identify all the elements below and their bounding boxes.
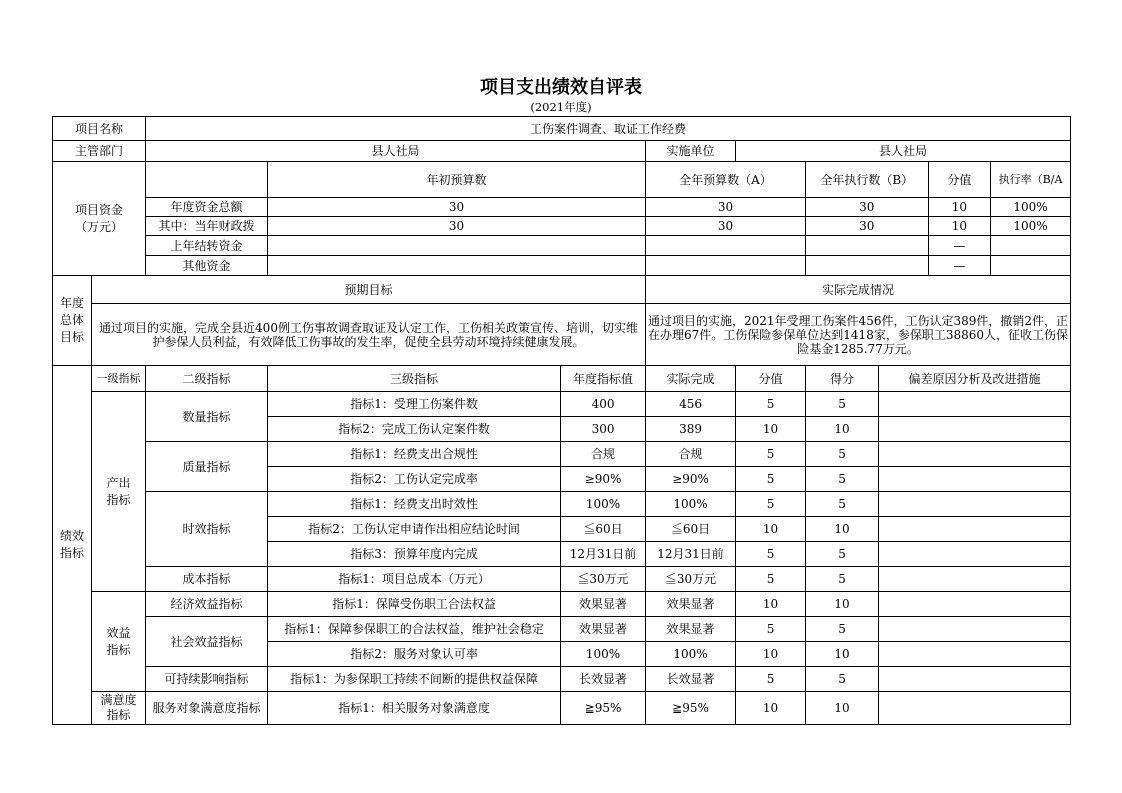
- performance-table: [52, 116, 1071, 725]
- performance-label: 绩效指标: [53, 366, 92, 725]
- goals-expected-text: 通过项目的实施，完成全县近400例工伤事故调查取证及认定工作，工伤相关政策宣传、培训，切实维护参保人员利益，有效降低工伤事故的发生率，促使全县劳动环境持续健康发展。: [92, 304, 646, 366]
- perf-header-level1: 一级指标: [92, 366, 146, 392]
- funds-row-annual: 30: [646, 198, 806, 217]
- funds-row-annual: 30: [646, 217, 806, 236]
- weight-cell: 5: [736, 542, 806, 567]
- weight-cell: 10: [736, 517, 806, 542]
- perf-header-level3: 三级指标: [268, 366, 561, 392]
- weight-cell: 5: [736, 667, 806, 692]
- goals-label: 年度总体目标: [53, 276, 92, 366]
- level2-timeliness: 时效指标: [146, 492, 268, 567]
- funds-row-label: 年度资金总额: [146, 198, 268, 217]
- score-cell: 5: [806, 617, 879, 642]
- weight-cell: 5: [736, 567, 806, 592]
- weight-cell: 10: [736, 417, 806, 442]
- target-cell: ≦30万元: [561, 567, 646, 592]
- target-cell: 300: [561, 417, 646, 442]
- funds-row-initial: 30: [268, 198, 646, 217]
- level2-quantity: 数量指标: [146, 392, 268, 442]
- actual-cell: ≥90%: [646, 467, 736, 492]
- analysis-cell: [879, 492, 1071, 517]
- level2-social: 社会效益指标: [146, 617, 268, 667]
- level2-economic: 经济效益指标: [146, 592, 268, 617]
- funds-row-label: 上年结转资金: [146, 236, 268, 256]
- analysis-cell: [879, 642, 1071, 667]
- indicator-cell: 指标1：经费支出合规性: [268, 442, 561, 467]
- funds-row-exec-group: [806, 236, 1071, 256]
- funds-row-weight: —: [928, 256, 990, 275]
- actual-cell: 长效显著: [646, 667, 736, 692]
- actual-cell: ≦30万元: [646, 567, 736, 592]
- target-cell: ≧95%: [561, 692, 646, 725]
- indicator-cell: 指标2：完成工伤认定案件数: [268, 417, 561, 442]
- level2-quality: 质量指标: [146, 442, 268, 492]
- actual-cell: 456: [646, 392, 736, 417]
- score-cell: 5: [806, 542, 879, 567]
- dept-label: 主管部门: [53, 141, 146, 162]
- perf-header-level2: 二级指标: [146, 366, 268, 392]
- weight-cell: 5: [736, 492, 806, 517]
- indicator-cell: 指标3：预算年度内完成: [268, 542, 561, 567]
- actual-cell: 389: [646, 417, 736, 442]
- level1-satisfaction: 满意度指标: [92, 692, 146, 725]
- target-cell: 100%: [561, 492, 646, 517]
- funds-row-exec: [806, 256, 928, 275]
- funds-header-exec-group: [806, 162, 1071, 198]
- goals-expected-header: 预期目标: [92, 276, 646, 304]
- score-cell: 5: [806, 467, 879, 492]
- score-cell: 10: [806, 692, 879, 725]
- indicator-cell: 指标1：保障参保职工的合法权益，维护社会稳定: [268, 617, 561, 642]
- perf-header-weight: 分值: [736, 366, 806, 392]
- analysis-cell: [879, 517, 1071, 542]
- page-title: 项目支出绩效自评表: [480, 77, 642, 98]
- actual-cell: ≧95%: [646, 692, 736, 725]
- score-cell: 5: [806, 492, 879, 517]
- funds-row-weight: —: [928, 236, 990, 255]
- actual-cell: 效果显著: [646, 617, 736, 642]
- analysis-cell: [879, 417, 1071, 442]
- funds-row-rate: [991, 256, 1071, 275]
- indicator-cell: 指标1：保障受伤职工合法权益: [268, 592, 561, 617]
- target-cell: 12月31日前: [561, 542, 646, 567]
- analysis-cell: [879, 442, 1071, 467]
- funds-header-weight: 分值: [928, 162, 990, 197]
- dept-value: 县人社局: [146, 141, 646, 162]
- funds-row-rate: 100%: [1013, 200, 1048, 214]
- target-cell: 100%: [561, 642, 646, 667]
- actual-cell: 效果显著: [646, 592, 736, 617]
- indicator-cell: 指标1：为参保职工持续不间断的提供权益保障: [268, 667, 561, 692]
- indicator-cell: 指标2：服务对象认可率: [268, 642, 561, 667]
- funds-row-exec-group: [806, 198, 1071, 217]
- funds-row-rate: 100%: [1013, 219, 1048, 233]
- funds-header-initial: 年初预算数: [268, 162, 646, 198]
- target-cell: 合规: [561, 442, 646, 467]
- score-cell: 5: [806, 442, 879, 467]
- weight-cell: 10: [736, 692, 806, 725]
- indicator-cell: 指标1：相关服务对象满意度: [268, 692, 561, 725]
- actual-cell: 12月31日前: [646, 542, 736, 567]
- funds-row-exec-group: [806, 217, 1071, 236]
- target-cell: ≦60日: [561, 517, 646, 542]
- indicator-cell: 指标1：经费支出时效性: [268, 492, 561, 517]
- level2-sustain: 可持续影响指标: [146, 667, 268, 692]
- perf-header-analysis: 偏差原因分析及改进措施: [879, 366, 1071, 392]
- funds-header-annual: 全年预算数（A）: [646, 162, 806, 198]
- impl-label: 实施单位: [646, 141, 736, 162]
- indicator-cell: 指标2：工伤认定完成率: [268, 467, 561, 492]
- funds-row-exec: [806, 236, 928, 255]
- funds-header-blank: [146, 162, 268, 198]
- funds-row-weight: 10: [928, 217, 990, 235]
- analysis-cell: [879, 667, 1071, 692]
- funds-row-initial: 30: [268, 217, 646, 236]
- indicator-cell: 指标1：项目总成本（万元）: [268, 567, 561, 592]
- analysis-cell: [879, 617, 1071, 642]
- score-cell: 10: [806, 417, 879, 442]
- project-name-value: 工伤案件调查、取证工作经费: [146, 117, 1071, 141]
- weight-cell: 10: [736, 642, 806, 667]
- funds-row-exec: 30: [806, 217, 928, 235]
- analysis-cell: [879, 592, 1071, 617]
- weight-cell: 5: [736, 442, 806, 467]
- level2-service: 服务对象满意度指标: [146, 692, 268, 725]
- funds-row-initial: [268, 256, 646, 276]
- target-cell: 长效显著: [561, 667, 646, 692]
- target-cell: 效果显著: [561, 592, 646, 617]
- funds-row-annual: [646, 256, 806, 276]
- goals-actual-text: 通过项目的实施，2021年受理工伤案件456件，工伤认定389件，撤销2件，正在办理67件。工伤保险参保单位达到1418家，参保职工38860人，征收工伤保险基金1285.77万元。: [646, 304, 1071, 366]
- funds-row-rate: [991, 236, 1071, 255]
- funds-row-label: 其中：当年财政拨: [146, 217, 268, 236]
- level1-benefit: 效益指标: [92, 592, 146, 692]
- score-cell: 5: [806, 392, 879, 417]
- goals-actual-header: 实际完成情况: [646, 276, 1071, 304]
- target-cell: ≥90%: [561, 467, 646, 492]
- actual-cell: 100%: [646, 492, 736, 517]
- score-cell: 10: [806, 592, 879, 617]
- weight-cell: 5: [736, 617, 806, 642]
- weight-cell: 5: [736, 467, 806, 492]
- funds-row-weight: 10: [928, 198, 990, 216]
- target-cell: 效果显著: [561, 617, 646, 642]
- analysis-cell: [879, 467, 1071, 492]
- project-name-label: 项目名称: [53, 117, 146, 141]
- score-cell: 10: [806, 517, 879, 542]
- funds-label: 项目资金（万元）: [53, 162, 146, 276]
- funds-row-exec-group: [806, 256, 1071, 276]
- actual-cell: ≦60日: [646, 517, 736, 542]
- weight-cell: 10: [736, 592, 806, 617]
- funds-header-exec: 全年执行数（B）: [806, 162, 928, 197]
- weight-cell: 5: [736, 392, 806, 417]
- page-subtitle: (2021年度): [530, 100, 592, 114]
- level2-cost: 成本指标: [146, 567, 268, 592]
- target-cell: 400: [561, 392, 646, 417]
- indicator-cell: 指标1：受理工伤案件数: [268, 392, 561, 417]
- actual-cell: 合规: [646, 442, 736, 467]
- analysis-cell: [879, 692, 1071, 725]
- analysis-cell: [879, 542, 1071, 567]
- perf-header-actual: 实际完成: [646, 366, 736, 392]
- analysis-cell: [879, 392, 1071, 417]
- score-cell: 5: [806, 667, 879, 692]
- score-cell: 5: [806, 567, 879, 592]
- funds-row-annual: [646, 236, 806, 256]
- funds-row-exec: 30: [806, 198, 928, 216]
- funds-header-rate: 执行率（B/A: [998, 172, 1063, 186]
- actual-cell: 100%: [646, 642, 736, 667]
- perf-header-score: 得分: [806, 366, 879, 392]
- analysis-cell: [879, 567, 1071, 592]
- impl-value: 县人社局: [736, 141, 1071, 162]
- level1-output: 产出指标: [92, 392, 146, 592]
- funds-row-initial: [268, 236, 646, 256]
- indicator-cell: 指标2：工伤认定申请作出相应结论时间: [268, 517, 561, 542]
- perf-header-target: 年度指标值: [561, 366, 646, 392]
- funds-row-label: 其他资金: [146, 256, 268, 276]
- score-cell: 10: [806, 642, 879, 667]
